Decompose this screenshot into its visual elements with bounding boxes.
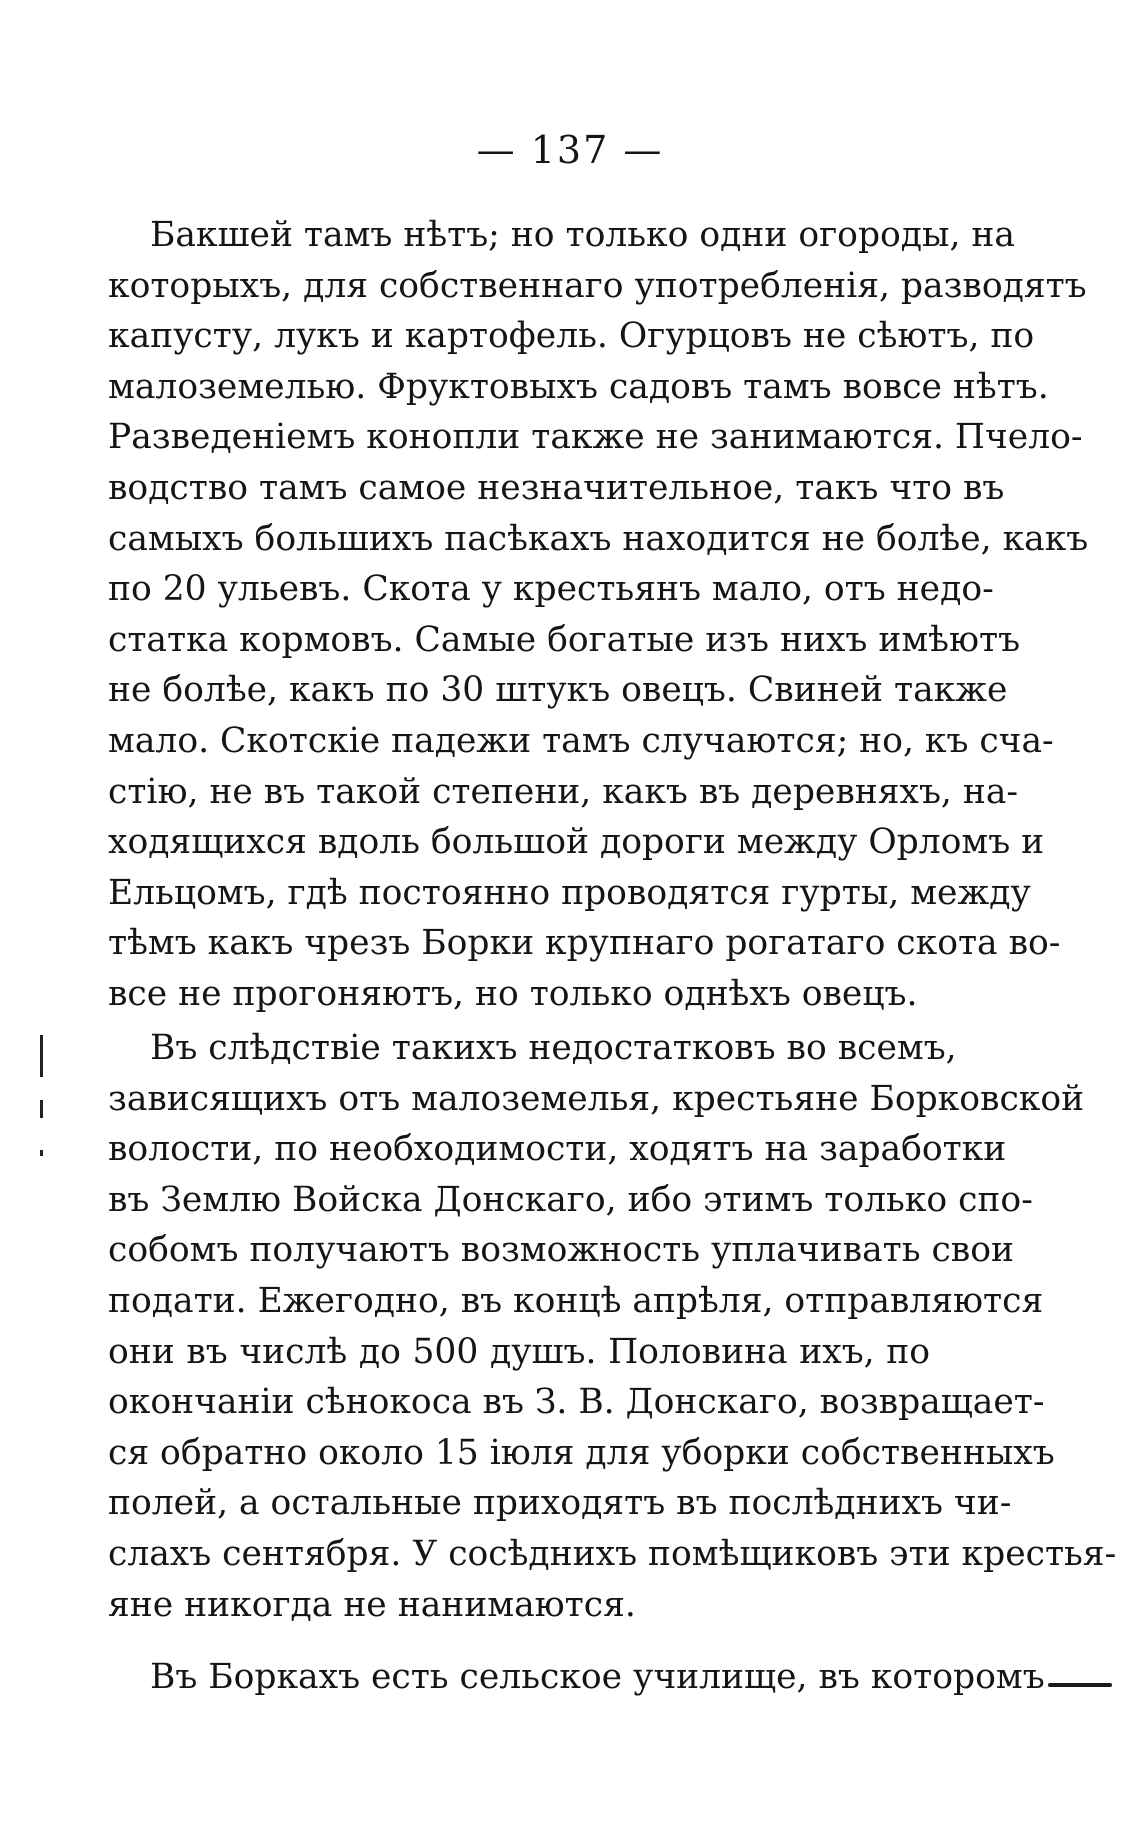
text-line: Разведеніемъ конопли также не занимаются. Пчело- [108, 417, 1083, 458]
text-line: водство тамъ самое незначительное, такъ что въ [108, 467, 1005, 508]
text-line: малоземелью. Фруктовыхъ садовъ тамъ вовсе нѣтъ. [108, 366, 1049, 407]
text-line: все не прогоняютъ, но только однѣхъ овецъ. [108, 973, 918, 1014]
text-line: самыхъ большихъ пасѣкахъ находится не болѣе, какъ [108, 518, 1089, 559]
text-line: яне никогда не нанимаются. [108, 1584, 636, 1625]
text-line: статка кормовъ. Самые богатые изъ нихъ имѣютъ [108, 619, 1021, 660]
text-line: въ Землю Войска Донскаго, ибо этимъ только спо- [108, 1179, 1033, 1220]
margin-mark [1048, 1683, 1112, 1687]
text-line: слахъ сентября. У сосѣднихъ помѣщиковъ эти крестья- [108, 1533, 1117, 1574]
page-number: — 137 — [476, 128, 664, 172]
text-line: Ельцомъ, гдѣ постоянно проводятся гурты, между [108, 872, 1031, 913]
text-line: они въ числѣ до 500 душъ. Половина ихъ, по [108, 1331, 930, 1372]
paragraph-3 [108, 1652, 1045, 1703]
text-line: подати. Ежегодно, въ концѣ апрѣля, отправляются [108, 1280, 1044, 1321]
text-line: ходящихся вдоль большой дороги между Орломъ и [108, 822, 1045, 863]
text-line: Бакшей тамъ нѣтъ; но только одни огороды, на [150, 215, 1015, 255]
text-line: ся обратно около 15 іюля для уборки собственныхъ [108, 1432, 1055, 1473]
text-line: Въ слѣдствіе такихъ недостатковъ во всемъ, [150, 1028, 957, 1068]
margin-mark [40, 1150, 43, 1156]
text-line: тѣмъ какъ чрезъ Борки крупнаго рогатаго скота во- [108, 923, 1061, 964]
text-line: не болѣе, какъ по 30 штукъ овецъ. Свиней также [108, 670, 1008, 711]
margin-mark [40, 1035, 43, 1077]
paragraph-1 [108, 210, 1089, 1020]
paragraph-2 [108, 1023, 1117, 1630]
text-line: собомъ получаютъ возможность уплачивать свои [108, 1230, 1014, 1271]
text-line: мало. Скотскіе падежи тамъ случаются; но, къ сча- [108, 720, 1054, 761]
text-line: полей, а остальные приходятъ въ послѣднихъ чи- [108, 1483, 1012, 1524]
text-line: по 20 ульевъ. Скота у крестьянъ мало, отъ недо- [108, 569, 994, 610]
text-line: Въ Боркахъ есть сельское училище, въ которомъ [150, 1657, 1045, 1697]
margin-mark [40, 1100, 43, 1118]
text-line: зависящихъ отъ малоземелья, крестьяне Борковской [108, 1078, 1085, 1119]
text-line: стію, не въ такой степени, какъ въ деревняхъ, на- [108, 771, 1019, 812]
text-line: капусту, лукъ и картофель. Огурцовъ не сѣютъ, по [108, 316, 1035, 357]
text-line: окончаніи сѣнокоса въ З. В. Донскаго, возвращает- [108, 1382, 1045, 1423]
text-line: волости, по необходимости, ходятъ на заработки [108, 1129, 1007, 1170]
text-line: которыхъ, для собственнаго употребленія, разводятъ [108, 265, 1087, 306]
